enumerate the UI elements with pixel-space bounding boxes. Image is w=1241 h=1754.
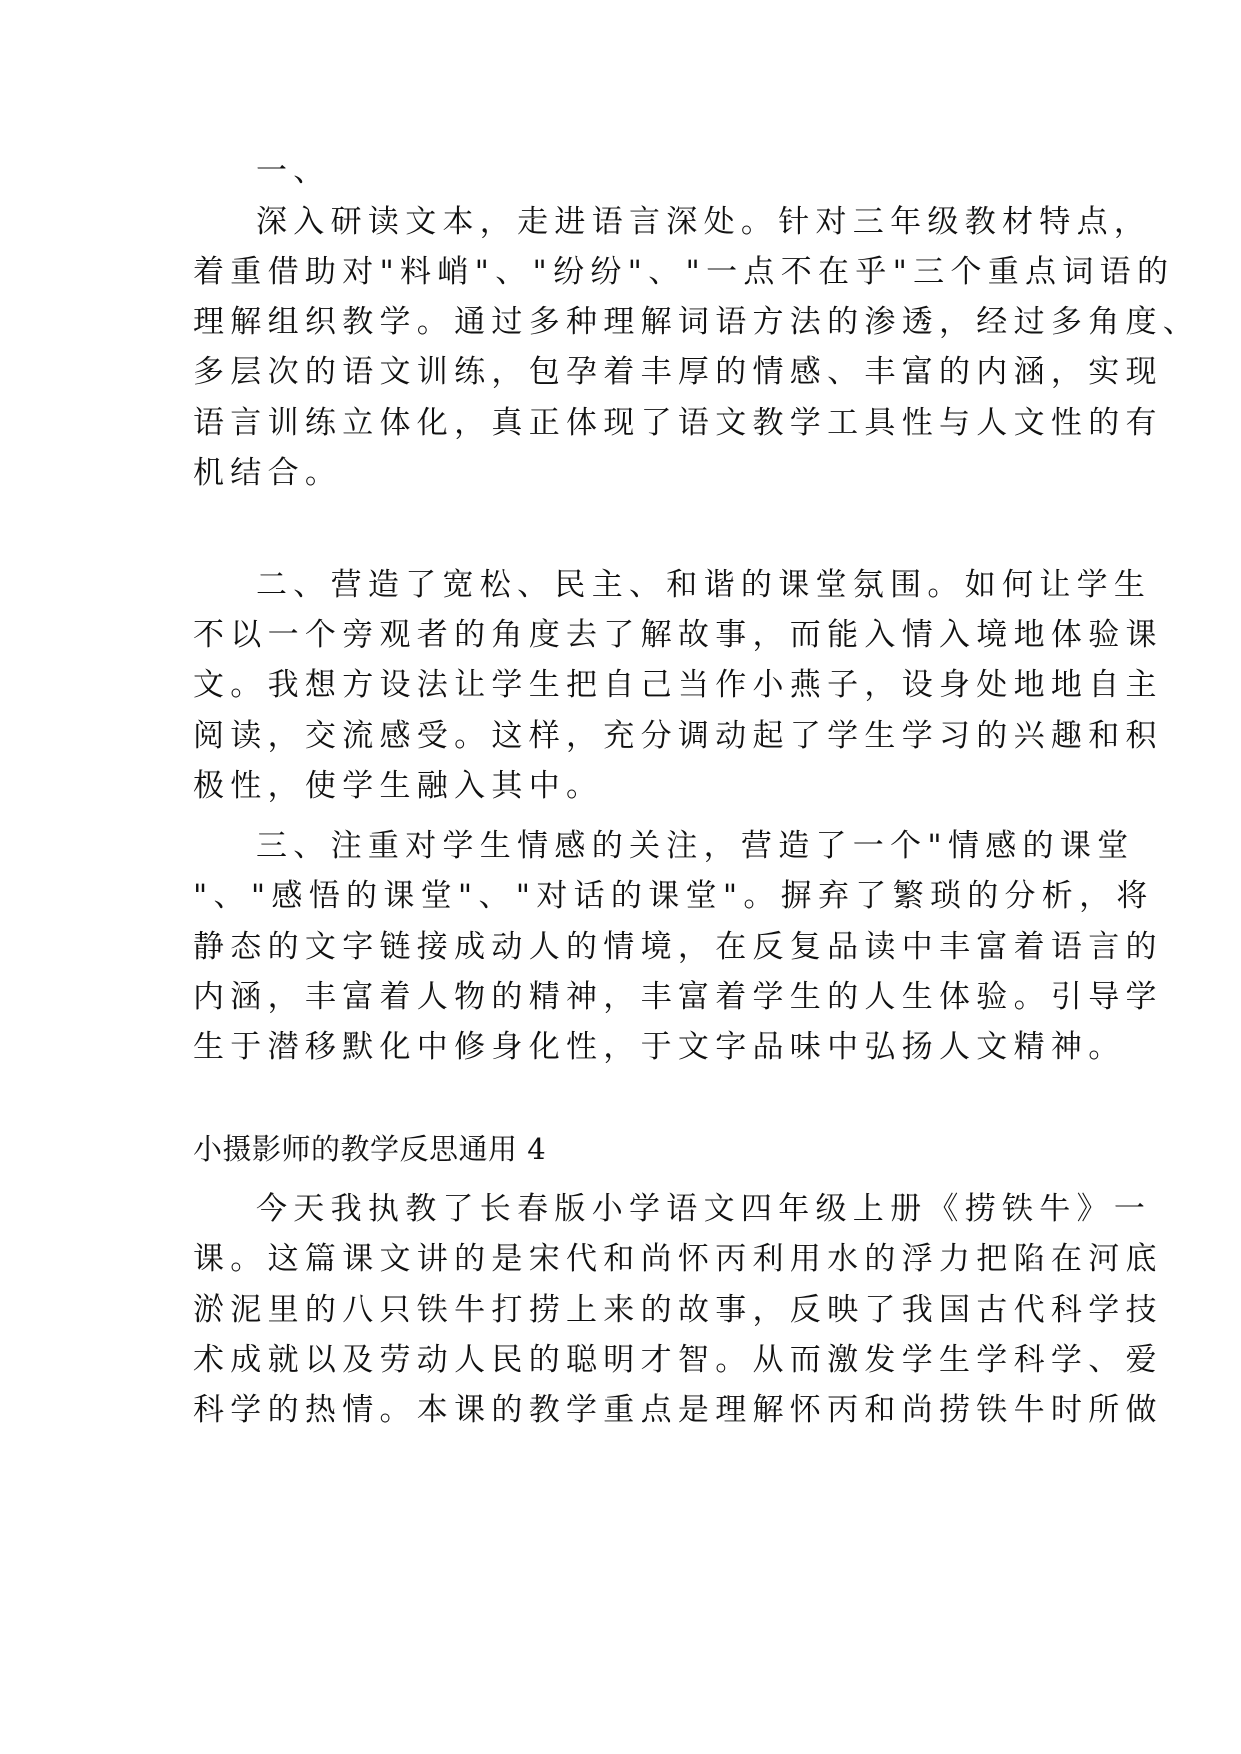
paragraph-3-line: 生于潜移默化中修身化性，于文字品味中弘扬人文精神。 bbox=[193, 1029, 1126, 1065]
paragraph-4-line: 课。这篇课文讲的是宋代和尚怀丙利用水的浮力把陷在河底 bbox=[193, 1241, 1163, 1277]
section-title: 小摄影师的教学反思通用 4 bbox=[193, 1132, 547, 1166]
paragraph-1-line: 多层次的语文训练，包孕着丰厚的情感、丰富的内涵，实现 bbox=[193, 354, 1163, 390]
paragraph-4-line: 术成就以及劳动人民的聪明才智。从而激发学生学科学、爱 bbox=[193, 1342, 1163, 1378]
paragraph-2-line: 不以一个旁观者的角度去了解故事，而能入情入境地体验课 bbox=[193, 617, 1163, 653]
paragraph-4-line: 今天我执教了长春版小学语文四年级上册《捞铁牛》一 bbox=[256, 1191, 1152, 1227]
paragraph-3-line: "、"感悟的课堂"、"对话的课堂"。摒弃了繁琐的分析，将 bbox=[193, 878, 1154, 914]
paragraph-3-line: 三、注重对学生情感的关注，营造了一个"情感的课堂 bbox=[256, 828, 1135, 864]
paragraph-1-line: 语言训练立体化，真正体现了语文教学工具性与人文性的有 bbox=[193, 405, 1163, 441]
paragraph-3-line: 内涵，丰富着人物的精神，丰富着学生的人生体验。引导学 bbox=[193, 979, 1163, 1015]
paragraph-4-line: 淤泥里的八只铁牛打捞上来的故事，反映了我国古代科学技 bbox=[193, 1292, 1163, 1328]
section-marker: 一、 bbox=[256, 153, 331, 189]
paragraph-1-line: 理解组织教学。通过多种理解词语方法的渗透，经过多角度、 bbox=[193, 304, 1201, 340]
paragraph-1-line: 着重借助对"料峭"、"纷纷"、"一点不在乎"三个重点词语的 bbox=[193, 254, 1175, 290]
paragraph-2-line: 二、营造了宽松、民主、和谐的课堂氛围。如何让学生 bbox=[256, 567, 1152, 603]
paragraph-2-line: 文。我想方设法让学生把自己当作小燕子，设身处地地自主 bbox=[193, 667, 1163, 703]
paragraph-1-line: 深入研读文本，走进语言深处。针对三年级教材特点， bbox=[256, 204, 1152, 240]
paragraph-1-line: 机结合。 bbox=[193, 455, 343, 491]
paragraph-2-line: 阅读，交流感受。这样，充分调动起了学生学习的兴趣和积 bbox=[193, 718, 1163, 754]
paragraph-2-line: 极性，使学生融入其中。 bbox=[193, 768, 604, 804]
paragraph-3-line: 静态的文字链接成动人的情境，在反复品读中丰富着语言的 bbox=[193, 929, 1163, 965]
paragraph-4-line: 科学的热情。本课的教学重点是理解怀丙和尚捞铁牛时所做 bbox=[193, 1392, 1163, 1428]
